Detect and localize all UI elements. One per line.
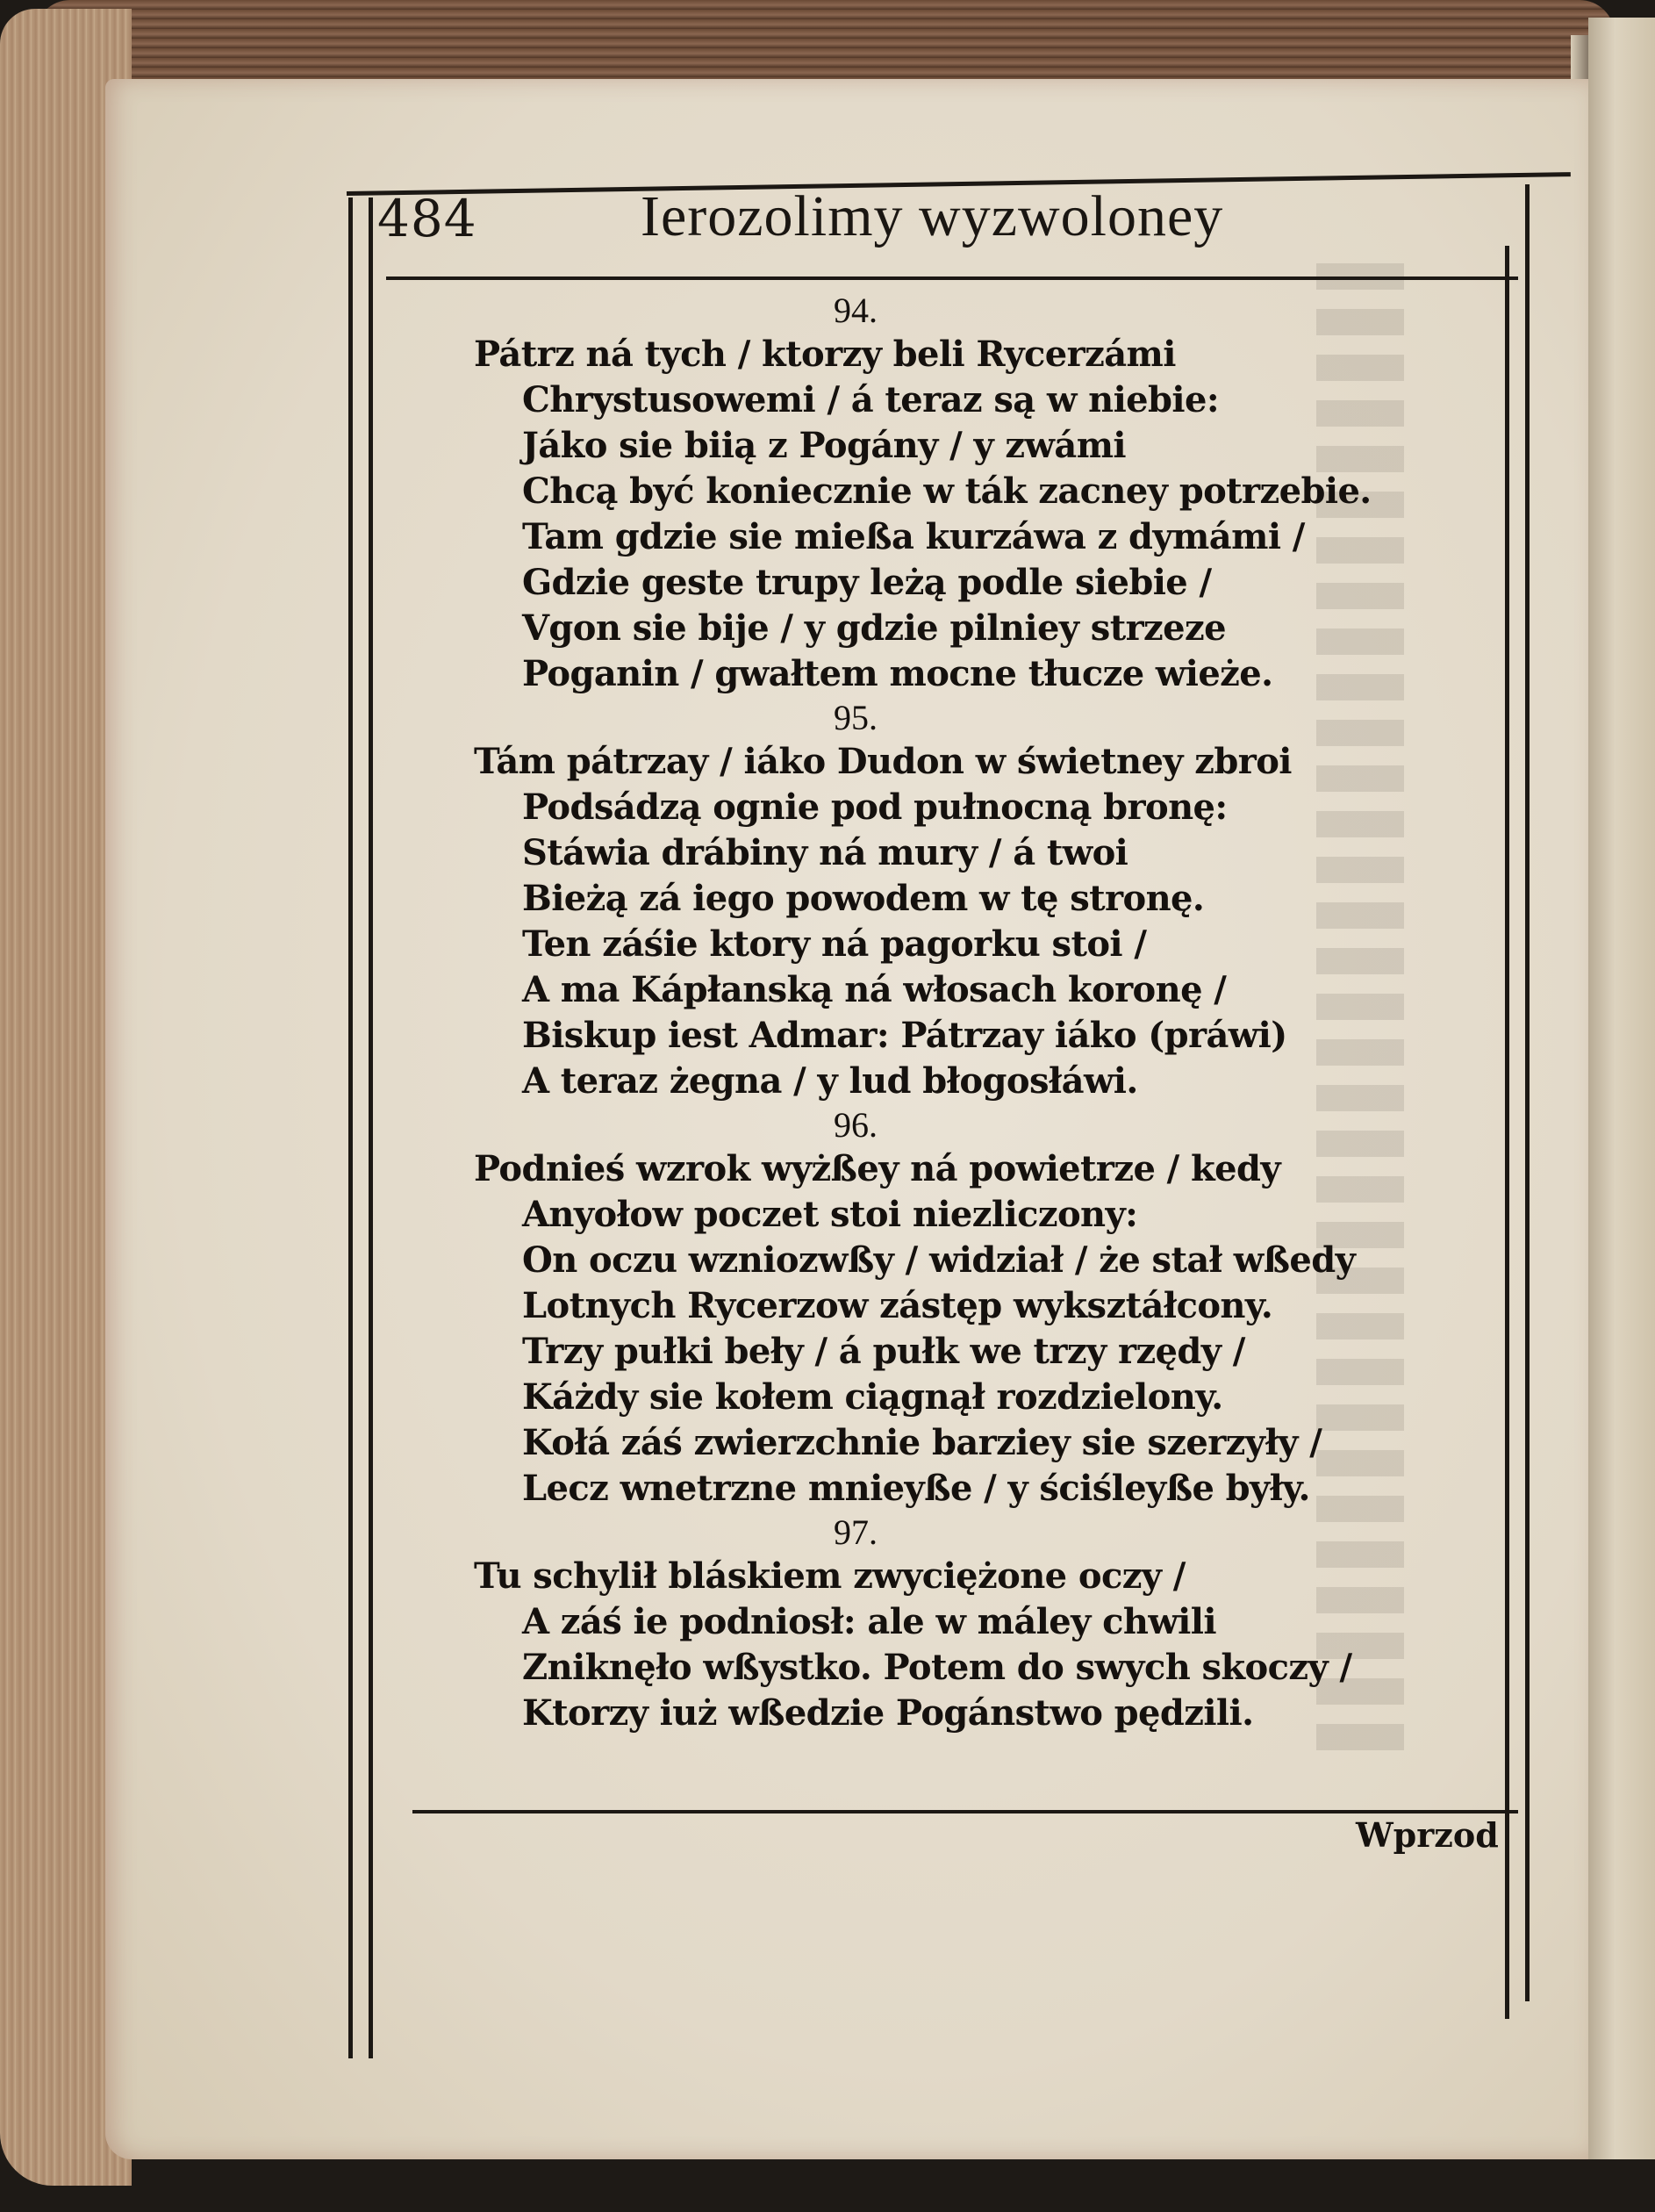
stanza-number: 97.: [834, 1512, 878, 1552]
verse-line: Stáwia drábiny ná mury / á twoi: [522, 832, 1128, 873]
verse-line: Tu schylił bláskiem zwyciężone oczy /: [474, 1555, 1186, 1597]
verse-line: Bieżą zá iego powodem w tę stronę.: [522, 878, 1205, 919]
verse-line: A teraz żegna / y lud błogosłáwi.: [522, 1060, 1138, 1102]
page-number: 484: [377, 189, 477, 248]
verse-line: Podsádzą ognie pod pułnocną bronę:: [522, 786, 1228, 828]
page-title: Ierozolimy wyzwoloney: [641, 184, 1224, 248]
frame-left-outer: [348, 198, 353, 2058]
stanza-number: 94.: [834, 291, 878, 330]
poem-text: [474, 290, 1509, 1736]
stanza-96: [474, 1104, 1509, 1512]
verse-line: Anyołow poczet stoi niezliczony:: [522, 1194, 1138, 1235]
frame-right-outer: [1525, 184, 1530, 2001]
verse-line: Tam gdzie sie mießa kurzáwa z dymámi /: [522, 516, 1305, 557]
verse-line: Tám pátrzay / iáko Dudon w świetney zbroi: [474, 741, 1292, 782]
verse-line: A záś ie podniosł: ale w máley chwili: [522, 1601, 1216, 1642]
verse-line: Ktorzy iuż wßedzie Pogánstwo pędzili.: [522, 1692, 1254, 1734]
verse-line: Ten záśie ktory ná pagorku stoi /: [522, 923, 1147, 965]
verse-line: Gdzie geste trupy leżą podle siebie /: [522, 562, 1212, 603]
verse-line: Zniknęło wßystko. Potem do swych skoczy /: [522, 1647, 1352, 1688]
verse-line: Pátrz ná tych / ktorzy beli Rycerzámi: [474, 334, 1176, 375]
frame-header-rule: [386, 276, 1518, 280]
verse-line: A ma Kápłanską ná włosach koronę /: [522, 969, 1227, 1010]
verse-line: Trzy pułki beły / á pułk we trzy rzędy /: [522, 1331, 1245, 1372]
verse-line: Jáko sie biią z Pogány / y zwámi: [522, 425, 1127, 466]
catchword: Wprzod: [1356, 1815, 1499, 1855]
verse-line: Chcą być koniecznie w ták zacney potrzebie.: [522, 470, 1372, 512]
verse-line: Káżdy sie kołem ciągnął rozdzielony.: [522, 1376, 1223, 1418]
verse-line: Biskup iest Admar: Pátrzay iáko (práwi): [522, 1015, 1287, 1056]
verse-line: Kołá záś zwierzchnie barziey sie szerzyły /: [522, 1422, 1322, 1463]
stanza-95: [474, 697, 1509, 1104]
stanza-number: 96.: [834, 1105, 878, 1145]
verse-line: Podnieś wzrok wyżßey ná powietrze / kedy: [474, 1148, 1280, 1189]
verse-line: Vgon sie bije / y gdzie pilniey strzeze: [522, 607, 1226, 649]
verse-line: Lotnych Rycerzow zástęp wyksztáłcony.: [522, 1285, 1273, 1326]
stanza-94: [474, 290, 1509, 697]
verse-line: Chrystusowemi / á teraz są w niebie:: [522, 379, 1220, 420]
verse-line: On oczu wzniozwßy / widział / że stał wßedy: [522, 1239, 1356, 1281]
verse-line: Poganin / gwałtem mocne tłucze wieże.: [522, 653, 1273, 694]
verse-line: Lecz wnetrzne mnieyße / y ściśleyße były.: [522, 1468, 1310, 1509]
frame-left-inner: [369, 198, 373, 2058]
stanza-97: [474, 1512, 1509, 1736]
facing-page-edge: [1588, 18, 1655, 2159]
frame-bottom-rule: [412, 1810, 1518, 1813]
running-head: [377, 184, 1290, 268]
stanza-number: 95.: [834, 698, 878, 737]
